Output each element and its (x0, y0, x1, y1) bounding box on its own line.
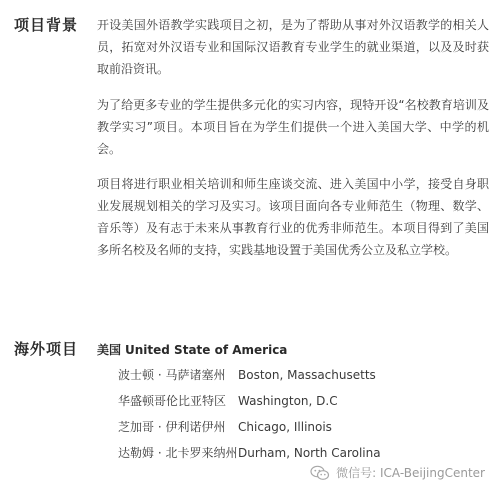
city-row-boston (118, 366, 381, 392)
city-row-chicago (118, 418, 381, 444)
country-name-en: United State of America (125, 343, 288, 357)
city-name-en: Chicago, Illinois (238, 420, 332, 434)
city-name-cn: 芝加哥 · 伊利诺伊州 (118, 420, 226, 434)
background-paragraph-1: 开设美国外语教学实践项目之初，是为了帮助从事对外汉语教学的相关人员，拓宽对外汉语专业和国际汉语教育专业学生的就业渠道，以及及时获取前沿资讯。 (97, 18, 489, 76)
wechat-watermark (310, 464, 485, 481)
watermark-text: 微信号: ICA-BeijingCenter (336, 466, 485, 480)
wechat-icon (310, 465, 330, 481)
background-paragraph-3: 项目将进行职业相关培训和师生座谈交流、进入美国中小学，接受自身职业发展规划相关的学习及实习。该项目面向各专业师范生（物理、数学、音乐等）及有志于未来从事教育行业的优秀非师范生。本项目得到了美国多所名校及名师的支持，实践基地设置于美国优秀公立及私立学校。 (97, 177, 489, 257)
background-paragraph-2: 为了给更多专业的学生提供多元化的实习内容，现特开设“名校教育培训及教学实习”项目。本项目旨在为学生们提供一个进入美国大学、中学的机会。 (97, 98, 489, 156)
city-name-en: Washington, D.C (238, 394, 338, 408)
city-name-en: Durham, North Carolina (238, 446, 381, 460)
city-row-washington (118, 392, 381, 418)
country-name-cn: 美国 (97, 343, 122, 357)
section-heading-background: 项目背景 (14, 16, 79, 34)
city-list (118, 366, 381, 470)
section-heading-overseas: 海外项目 (14, 340, 79, 358)
city-name-cn: 波士顿 · 马萨诸塞州 (118, 368, 226, 382)
city-name-cn: 达勒姆 · 北卡罗来纳州 (118, 446, 238, 460)
city-name-cn: 华盛顿哥伦比亚特区 (118, 394, 227, 408)
country-line (97, 341, 287, 358)
city-name-en: Boston, Massachusetts (238, 368, 376, 382)
